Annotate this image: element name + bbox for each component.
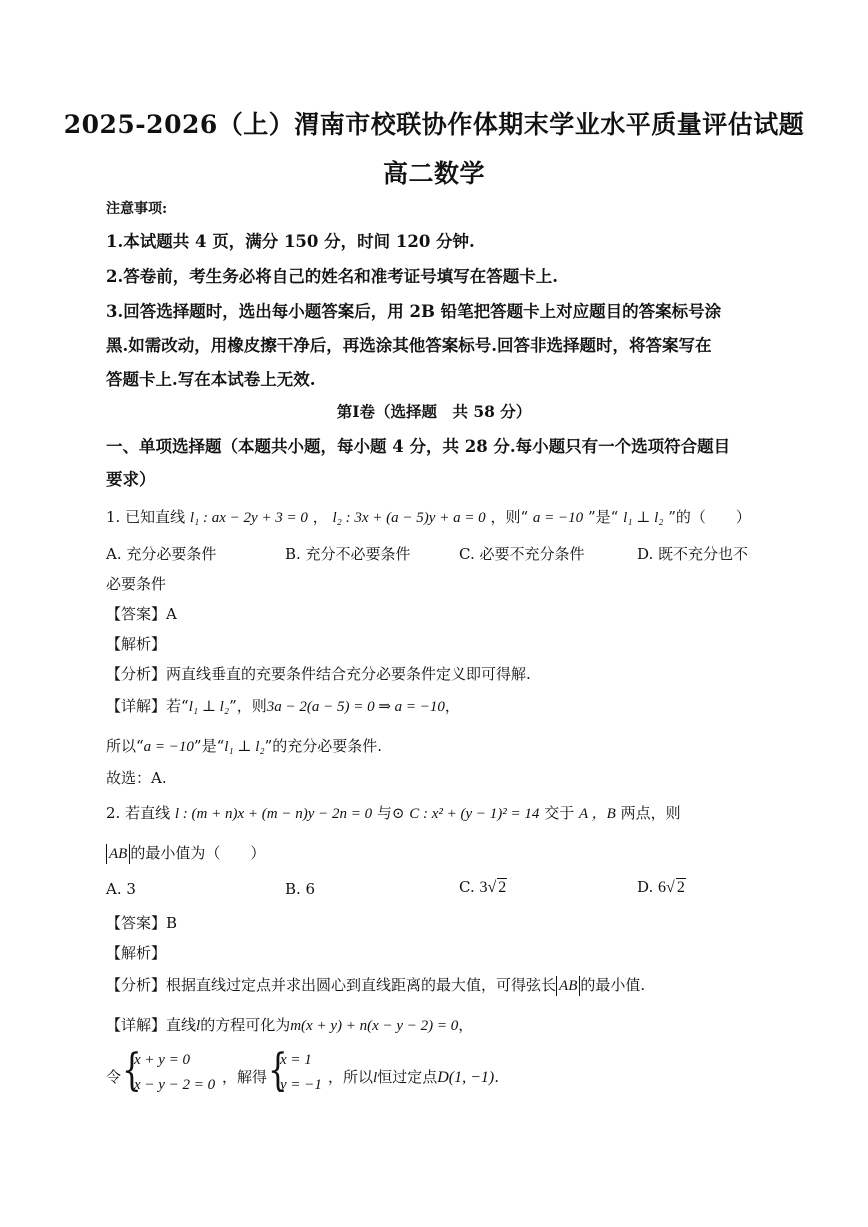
q2-stem-line-2 bbox=[106, 842, 265, 864]
left-brace-icon: { bbox=[122, 1045, 142, 1096]
q2-detail-equation: m(x + y) + n(x − y − 2) = 0 bbox=[290, 1018, 459, 1034]
q1-is: ”是“ bbox=[587, 508, 619, 526]
notice-heading: 注意事项: bbox=[106, 201, 168, 217]
q1-prefix: 1. 已知直线 bbox=[106, 508, 186, 526]
section-heading-line-2: 要求） bbox=[106, 470, 156, 489]
q2-option-a: A. 3 bbox=[106, 880, 136, 898]
q2-so-l: l bbox=[373, 1070, 378, 1086]
q2-ab-abs: AB bbox=[106, 844, 130, 864]
q1-so-cond: a = −10 bbox=[143, 739, 194, 755]
q1-so-is: ”是“ bbox=[193, 737, 225, 755]
q1-so-perp: l₁ ⊥ l₂ bbox=[224, 739, 265, 755]
q2-circle: C : x² + (y − 1)² = 14 bbox=[409, 806, 540, 822]
question-1-stem bbox=[106, 506, 751, 527]
q2-option-c-label: C. bbox=[459, 878, 475, 896]
q1-condition: a = −10 bbox=[532, 510, 584, 526]
q2-detail-text-1: 直线 bbox=[166, 1016, 197, 1034]
q2-analysis-label: 【解析】 bbox=[106, 944, 167, 962]
section-heading-line-1: 一、单项选择题（本题共小题，每小题 4 分，共 28 分.每小题只有一个选项符合题目 bbox=[106, 437, 731, 456]
q1-line-l2: l₂ : 3x + (a − 5)y + a = 0 bbox=[332, 510, 486, 526]
notice-item-3-line-1: 3.回答选择题时，选出每小题答案后，用 2B 铅笔把答题卡上对应题目的答案标号涂 bbox=[106, 302, 722, 321]
q1-detail-perp: l₁ ⊥ l₂ bbox=[188, 699, 230, 715]
q2-option-d-coef: 6 bbox=[658, 879, 667, 896]
q2-system-2-eq-a: x = 1 bbox=[280, 1052, 312, 1068]
q2-detail bbox=[106, 1014, 473, 1035]
q1-detail-label: 【详解】 bbox=[106, 697, 167, 715]
q2-so-text-2: 恒过定点 bbox=[377, 1068, 438, 1086]
q2-fenxi-text-2: 的最小值. bbox=[580, 976, 646, 994]
q2-answer: 【答案】B bbox=[106, 914, 178, 932]
q1-line-l1: l₁ : ax − 2y + 3 = 0 bbox=[189, 510, 308, 526]
q2-system-2-eq-b: y = −1 bbox=[280, 1077, 322, 1093]
q2-fenxi-ab: AB bbox=[556, 976, 580, 996]
q1-option-a: A. 充分必要条件 bbox=[106, 545, 217, 563]
q2-system-1-eq-b: x − y − 2 = 0 bbox=[134, 1077, 216, 1093]
q1-fenxi bbox=[106, 663, 531, 684]
part-heading: 第Ⅰ卷（选择题 共 58 分） bbox=[336, 402, 532, 421]
q2-points-tail: 两点，则 bbox=[620, 804, 681, 822]
q1-fenxi-label: 【分析】 bbox=[106, 665, 167, 683]
sqrt-icon: √ bbox=[666, 879, 675, 896]
notice-item-3-line-2: 黑.如需改动，用橡皮擦干净后，再选涂其他答案标号.回答非选择题时，将答案写在 bbox=[106, 336, 712, 355]
question-2-stem bbox=[106, 802, 681, 823]
q1-perpendicular: l₁ ⊥ l₂ bbox=[623, 510, 664, 526]
q2-with: 与⊙ bbox=[376, 804, 405, 822]
q2-option-c-radicand: 2 bbox=[498, 879, 507, 896]
exam-title: 2025-2026（上）渭南市校联协作体期末学业水平质量评估试题 bbox=[63, 110, 805, 139]
q2-detail-l: l bbox=[196, 1018, 201, 1034]
q2-let: 令 bbox=[106, 1068, 122, 1086]
q2-points: A ，B bbox=[579, 806, 616, 822]
q2-fenxi-label: 【分析】 bbox=[106, 976, 167, 994]
q1-choose: 故选：A. bbox=[106, 769, 167, 787]
q2-fenxi bbox=[106, 974, 645, 996]
q2-fixed-point: D(1, −1) bbox=[437, 1069, 495, 1086]
q1-comma: ， bbox=[312, 508, 328, 526]
q2-option-b: B. 6 bbox=[285, 880, 316, 898]
q1-option-c: C. 必要不充分条件 bbox=[459, 545, 585, 563]
q1-mid: ，则“ bbox=[490, 508, 529, 526]
q1-so-prefix: 所以“ bbox=[106, 737, 144, 755]
q1-fenxi-text: 两直线垂直的充要条件结合充分必要条件定义即可得解. bbox=[166, 665, 531, 683]
q1-tail: ”的（ ） bbox=[668, 508, 751, 526]
q2-solve: ，解得 bbox=[222, 1068, 268, 1086]
q1-detail-equation: 3a − 2(a − 5) = 0 ⇒ a = −10 bbox=[266, 699, 445, 715]
notice-item-3-line-3: 答题卡上.写在本试卷上无效. bbox=[106, 370, 316, 389]
q2-detail-text-2: 的方程可化为 bbox=[200, 1016, 291, 1034]
notice-item-2: 2.答卷前，考生务必将自己的姓名和准考证号填写在答题卡上. bbox=[106, 267, 558, 286]
q2-so-text: ，所以 bbox=[328, 1068, 374, 1086]
q1-detail-mid: ”，则 bbox=[229, 697, 267, 715]
q1-option-b: B. 充分不必要条件 bbox=[285, 545, 411, 563]
q2-fenxi-text-1: 根据直线过定点并求出圆心到直线距离的最大值，可得弦长 bbox=[166, 976, 557, 994]
q2-system-1-eq-a: x + y = 0 bbox=[134, 1052, 191, 1068]
q1-option-d-continued: 必要条件 bbox=[106, 575, 167, 593]
left-brace-icon: { bbox=[268, 1045, 288, 1096]
q1-detail-prefix: 若“ bbox=[166, 697, 189, 715]
q2-conclusion bbox=[328, 1066, 499, 1087]
q2-detail-label: 【详解】 bbox=[106, 1016, 167, 1034]
sqrt-icon: √ bbox=[487, 879, 497, 896]
q1-detail-end: ， bbox=[444, 697, 460, 715]
q1-conclusion bbox=[106, 735, 382, 756]
exam-subtitle: 高二数学 bbox=[382, 159, 485, 188]
q2-point-end: . bbox=[494, 1068, 499, 1086]
q2-intersect: 交于 bbox=[544, 804, 575, 822]
q1-analysis-label: 【解析】 bbox=[106, 635, 167, 653]
q2-line: l : (m + n)x + (m − n)y − 2n = 0 bbox=[174, 806, 373, 822]
q1-answer: 【答案】A bbox=[106, 605, 177, 623]
q2-option-c-coef: 3 bbox=[479, 879, 488, 896]
q1-so-tail: ”的充分必要条件. bbox=[264, 737, 383, 755]
q2-option-c bbox=[459, 878, 507, 897]
q2-min-text: 的最小值为（ ） bbox=[130, 844, 266, 862]
q2-option-d-radicand: 2 bbox=[676, 879, 685, 896]
q2-option-d bbox=[637, 878, 686, 897]
q2-prefix: 2. 若直线 bbox=[106, 804, 171, 822]
notice-item-1: 1.本试题共 4 页，满分 150 分，时间 120 分钟. bbox=[106, 232, 475, 251]
q1-option-d: D. 既不充分也不 bbox=[637, 545, 749, 563]
q1-detail bbox=[106, 695, 460, 716]
q2-detail-end: ， bbox=[458, 1016, 474, 1034]
q2-option-d-label: D. bbox=[637, 878, 654, 896]
